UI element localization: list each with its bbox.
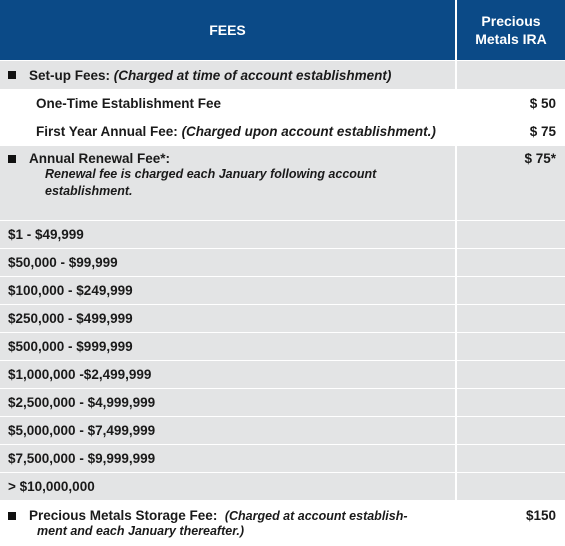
annual-renewal-amount: $ 75* [524,151,556,166]
one-time-fee-value [457,90,565,117]
setup-fees-value-cell [457,61,565,89]
annual-renewal-label: Annual Renewal Fee*: [29,151,171,166]
tier-label: $1,000,000 -$2,499,999 [8,367,152,382]
tier-row [0,416,565,444]
tier-value-cell [457,445,565,472]
tier-label: $100,000 - $249,999 [8,283,133,298]
tier-value-cell [457,305,565,332]
fees-header [0,0,455,60]
tier-label-cell [0,473,455,500]
one-time-fee-cell [0,90,455,117]
tier-value-cell [457,221,565,248]
bullet-square-icon [8,71,16,79]
tier-label-cell [0,305,455,332]
tier-value-cell [457,277,565,304]
first-year-fee-label: First Year Annual Fee: [36,124,178,139]
tier-label: $250,000 - $499,999 [8,311,133,326]
tier-row [0,472,565,500]
tier-label-cell [0,361,455,388]
one-time-fee-row [0,89,565,117]
tier-label-cell [0,221,455,248]
tier-label-cell [0,277,455,304]
first-year-fee-cell [0,118,455,145]
tier-label-cell [0,445,455,472]
tier-label-cell [0,389,455,416]
bullet-square-icon [8,512,16,520]
column-header-line1: Precious [481,13,541,29]
tier-value-cell [457,333,565,360]
storage-fee-cell [0,501,455,546]
bullet-square-icon [8,155,16,163]
first-year-fee-note: (Charged upon account establishment.) [181,124,436,139]
tier-row [0,360,565,388]
tier-label: $5,000,000 - $7,499,999 [8,423,156,438]
tier-value-cell [457,473,565,500]
annual-renewal-row [0,145,565,220]
tier-label-cell [0,249,455,276]
setup-fees-cell [0,61,455,89]
tier-label: $50,000 - $99,999 [8,255,118,270]
tier-row [0,220,565,248]
tier-label: > $10,000,000 [8,479,95,494]
storage-fee-amount: $150 [525,508,556,523]
tier-label: $1 - $49,999 [8,227,84,242]
one-time-fee-amount: $ 50 [529,96,556,111]
tier-label: $7,500,000 - $9,999,999 [8,451,156,466]
storage-fee-label: Precious Metals Storage Fee: [29,508,218,523]
tier-row [0,332,565,360]
tier-value-cell [457,417,565,444]
setup-fees-label: Set-up Fees: [29,67,111,83]
tier-label: $500,000 - $999,999 [8,339,133,354]
annual-renewal-note-line1: Renewal fee is charged each January following account [45,167,377,181]
tier-row [0,248,565,276]
storage-fee-value [457,501,565,546]
storage-fee-note-line2: ment and each January thereafter.) [37,524,245,538]
setup-fees-row [0,60,565,89]
one-time-fee-label: One-Time Establishment Fee [36,96,222,111]
first-year-fee-amount: $ 75 [529,124,556,139]
precious-metals-ira-header [457,0,565,60]
tier-row [0,276,565,304]
tier-label-cell [0,333,455,360]
annual-renewal-cell [0,146,455,220]
column-header-line2: Metals IRA [475,31,547,47]
tier-value-cell [457,249,565,276]
storage-fee-note-line1: (Charged at account establish- [224,508,408,523]
tier-label-cell [0,417,455,444]
tier-row [0,388,565,416]
tier-value-cell [457,361,565,388]
first-year-fee-row [0,117,565,145]
fees-header-label: FEES [209,22,246,38]
tier-value-cell [457,389,565,416]
annual-renewal-note-line2: establishment. [45,184,133,198]
tier-row [0,304,565,332]
annual-renewal-value [457,146,565,220]
storage-fee-row [0,500,565,546]
first-year-fee-value [457,118,565,145]
setup-fees-note: (Charged at time of account establishment) [113,67,392,83]
tier-row [0,444,565,472]
tier-label: $2,500,000 - $4,999,999 [8,395,156,410]
